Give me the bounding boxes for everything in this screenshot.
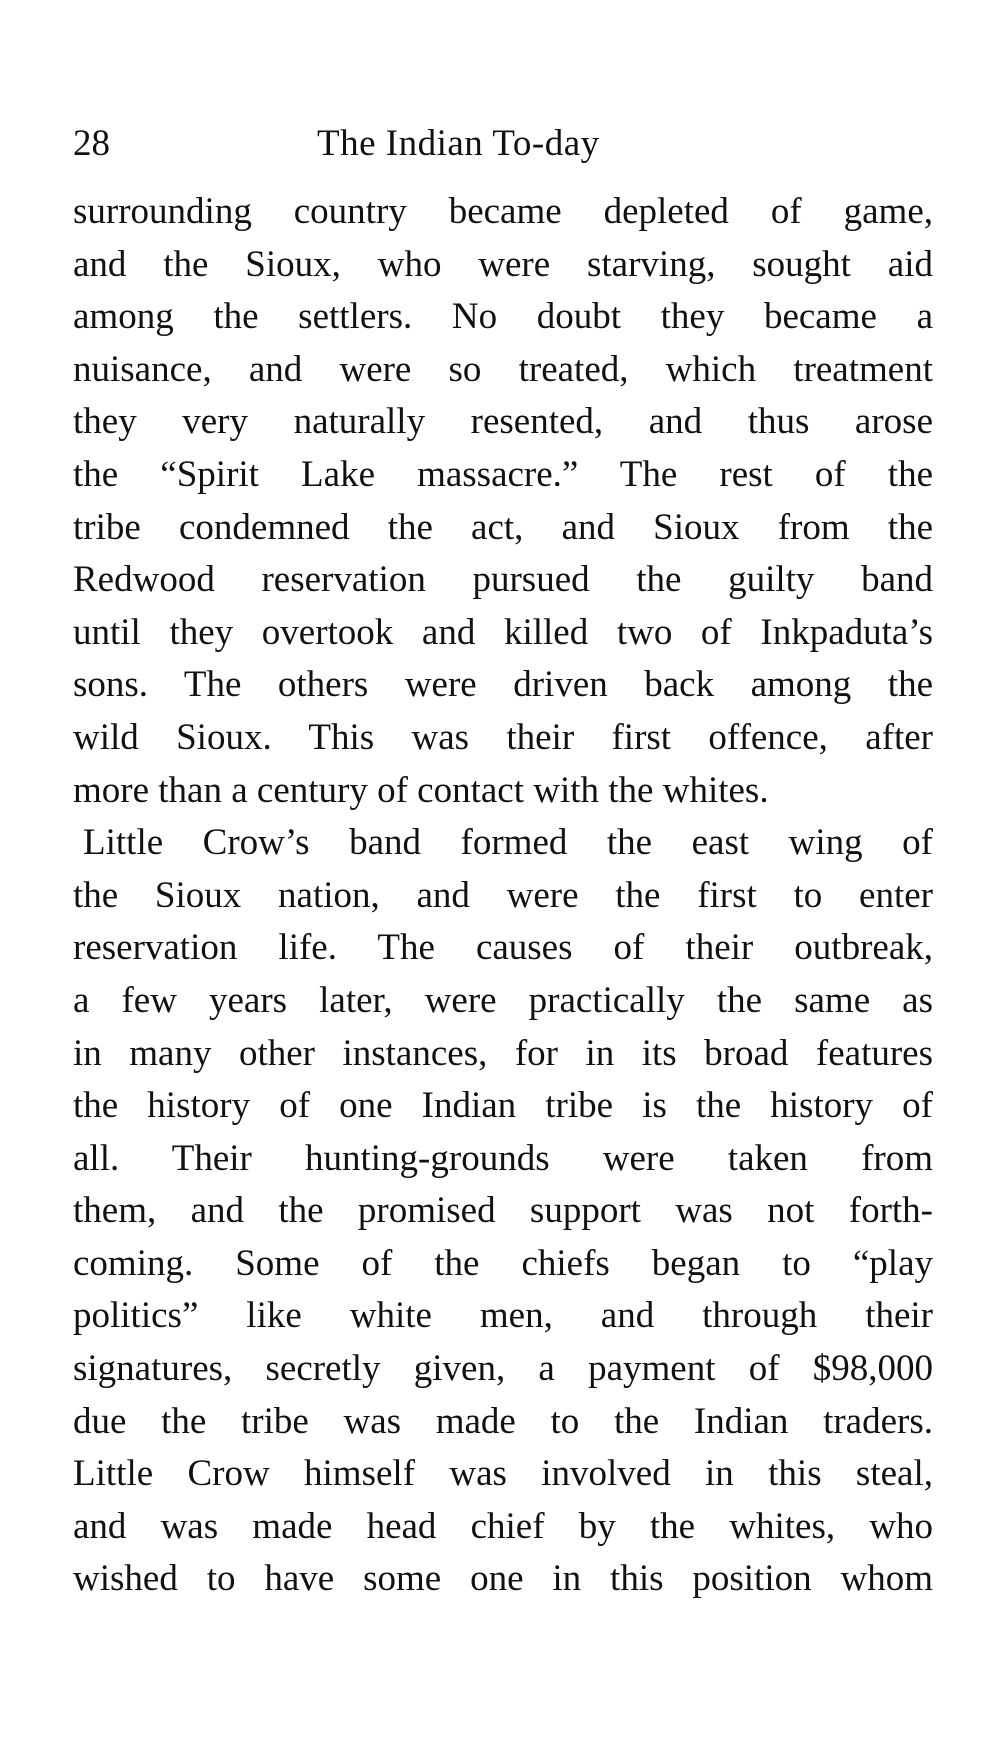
text-line: all. Their hunting-grounds were taken from xyxy=(73,1137,933,1179)
text-line: the Sioux nation, and were the first to enter xyxy=(73,874,933,916)
text-line: and the Sioux, who were starving, sought aid xyxy=(73,243,933,285)
page-number: 28 xyxy=(73,123,110,164)
text-line: more than a century of contact with the whites. xyxy=(73,769,769,811)
text-line: in many other instances, for in its broad features xyxy=(73,1032,933,1074)
text-line: Little Crow’s band formed the east wing of xyxy=(83,822,933,864)
text-line: the “Spirit Lake massacre.” The rest of the xyxy=(73,453,933,495)
text-line: politics” like white men, and through their xyxy=(73,1295,933,1337)
text-line: signatures, secretly given, a payment of $98,000 xyxy=(73,1348,933,1390)
text-line: sons. The others were driven back among the xyxy=(73,664,933,706)
text-line: wished to have some one in this position whom xyxy=(73,1558,933,1600)
text-line: nuisance, and were so treated, which treatment xyxy=(73,348,933,390)
text-line: they very naturally resented, and thus arose xyxy=(73,401,933,443)
text-line: surrounding country became depleted of game, xyxy=(73,191,933,232)
text-line: them, and the promised support was not forth- xyxy=(73,1190,933,1232)
text-line: until they overtook and killed two of Inkpaduta’s xyxy=(73,611,933,653)
text-line: and was made head chief by the whites, who xyxy=(73,1505,933,1547)
text-line: coming. Some of the chiefs began to “play xyxy=(73,1242,933,1284)
text-line: tribe condemned the act, and Sioux from the xyxy=(73,506,933,548)
text-line: reservation life. The causes of their outbreak, xyxy=(73,927,933,969)
text-line: Little Crow himself was involved in this steal, xyxy=(73,1453,933,1495)
text-line: due the tribe was made to the Indian traders. xyxy=(73,1400,933,1442)
running-title: The Indian To-day xyxy=(317,123,600,164)
running-head xyxy=(73,118,933,170)
text-line: a few years later, were practically the same as xyxy=(73,979,933,1021)
text-line: Redwood reservation pursued the guilty band xyxy=(73,559,933,601)
text-line: among the settlers. No doubt they became a xyxy=(73,296,933,338)
text-line: wild Sioux. This was their first offence, after xyxy=(73,716,933,758)
body-text xyxy=(73,186,933,1606)
text-line: the history of one Indian tribe is the history of xyxy=(73,1085,933,1127)
